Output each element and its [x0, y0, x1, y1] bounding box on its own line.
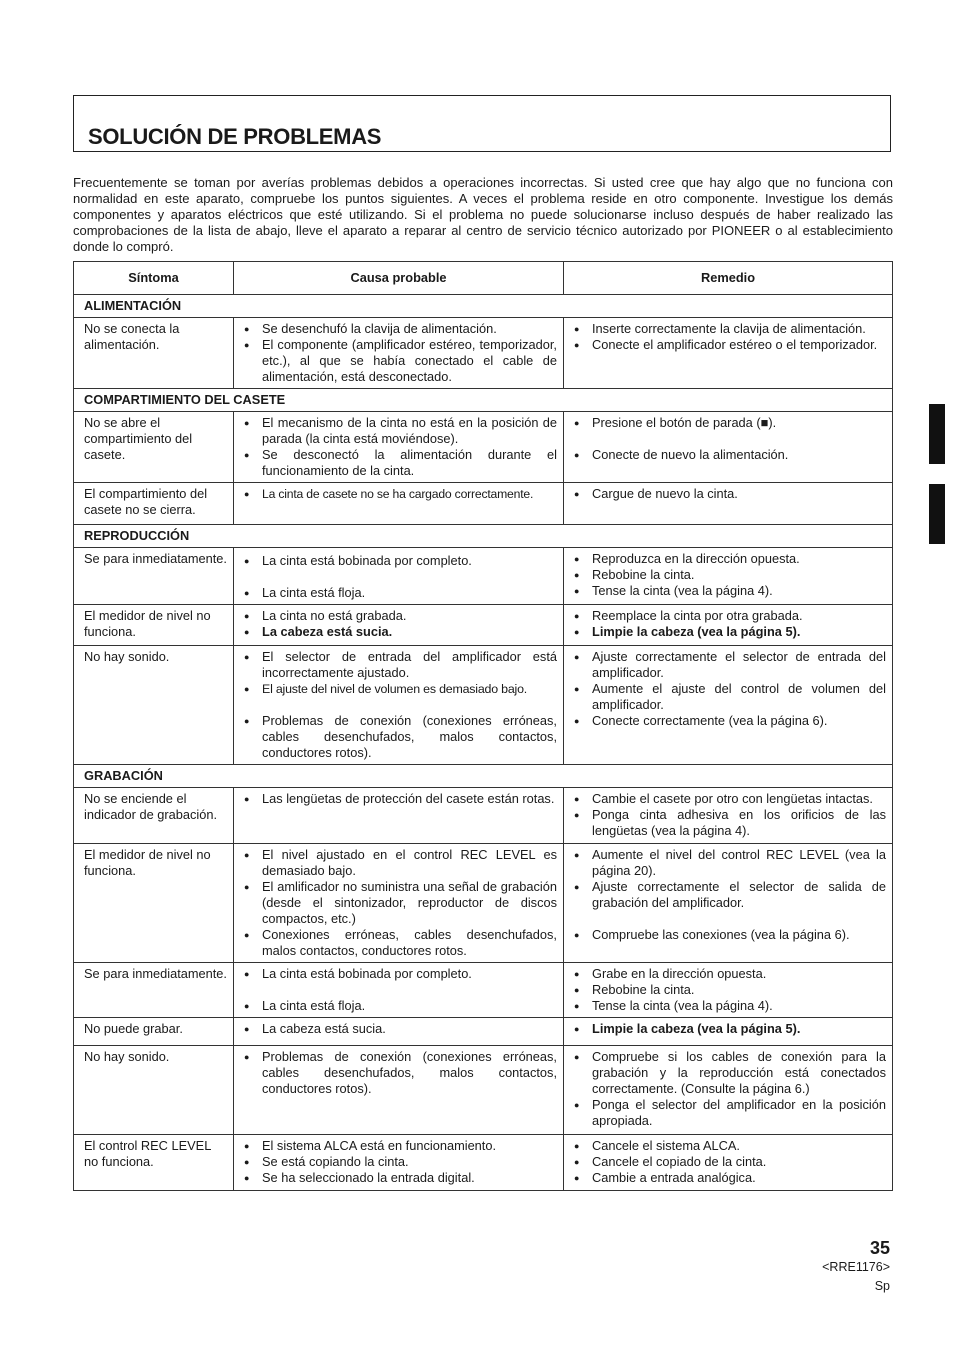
cause-item: ● La cinta está bobinada por completo.: [244, 966, 557, 982]
page-title: SOLUCIÓN DE PROBLEMAS: [88, 124, 382, 149]
remedy-cell: [564, 412, 893, 483]
remedy-item: ● Reproduzca en la dirección opuesta.: [574, 551, 886, 567]
cause-cell: [234, 483, 564, 525]
cause-item: ● La cinta está bobinada por completo.: [244, 553, 557, 569]
header-remedy: Remedio: [564, 262, 893, 295]
remedy-cell: [564, 963, 893, 1018]
remedy-item: ● Compruebe las conexiones (vea la página 6).: [574, 927, 886, 943]
remedy-item: ● Ponga cinta adhesiva en los orificios de las lengüetas (vea la página 4).: [574, 807, 886, 839]
cause-item: ● La cabeza está sucia.: [244, 1021, 557, 1037]
troubleshooting-table: [73, 261, 893, 1191]
symptom-cell: No puede grabar.: [74, 1018, 234, 1046]
remedy-item: ● Aumente el ajuste del control de volumen del amplificador.: [574, 681, 886, 713]
cause-item: ● El amlificador no suministra una señal de grabación (desde el sintonizador, reproductor de discos compactos, etc.): [244, 879, 557, 927]
symptom-cell: Se para inmediatamente.: [74, 548, 234, 605]
cause-item: ● El selector de entrada del amplificador está incorrectamente ajustado.: [244, 649, 557, 681]
cause-item: ● Se está copiando la cinta.: [244, 1154, 557, 1170]
table-row: [74, 605, 893, 646]
symptom-cell: El compartimiento del casete no se cierra.: [74, 483, 234, 525]
remedy-item: ● Presione el botón de parada (■).: [574, 415, 886, 431]
header-symptom: Síntoma: [74, 262, 234, 295]
cause-cell: [234, 318, 564, 389]
table-row: [74, 788, 893, 844]
table-row: [74, 646, 893, 765]
cause-item: ● El ajuste del nivel de volumen es demasiado bajo.: [244, 681, 557, 697]
section-row: [74, 295, 893, 318]
remedy-item: ● Grabe en la dirección opuesta.: [574, 966, 886, 982]
remedy-item: ● Rebobine la cinta.: [574, 567, 886, 583]
symptom-cell: El medidor de nivel no funciona.: [74, 605, 234, 646]
symptom-cell: No se enciende el indicador de grabación.: [74, 788, 234, 844]
table-row: [74, 963, 893, 1018]
remedy-item: ● Tense la cinta (vea la página 4).: [574, 998, 886, 1014]
table-row: [74, 548, 893, 605]
remedy-item: ● Tense la cinta (vea la página 4).: [574, 583, 886, 599]
remedy-cell: [564, 483, 893, 525]
cause-item: ● Se ha seleccionado la entrada digital.: [244, 1170, 557, 1186]
remedy-item: ● Rebobine la cinta.: [574, 982, 886, 998]
section-row: [74, 525, 893, 548]
remedy-cell: [564, 548, 893, 605]
remedy-item: ● Cambie a entrada analógica.: [574, 1170, 886, 1186]
remedy-item: ● Ajuste correctamente el selector de entrada del amplificador.: [574, 649, 886, 681]
symptom-cell: No se conecta la alimentación.: [74, 318, 234, 389]
cause-item: ● La cinta está floja.: [244, 585, 557, 601]
table-row: [74, 1046, 893, 1135]
remedy-item: ● Conecte el amplificador estéreo o el temporizador.: [574, 337, 886, 353]
cause-cell: [234, 1135, 564, 1191]
title-box: [73, 95, 891, 152]
cause-item: ● La cinta está floja.: [244, 998, 557, 1014]
cause-item: ● El mecanismo de la cinta no está en la posición de parada (la cinta está moviéndose).: [244, 415, 557, 447]
remedy-item: ● Reemplace la cinta por otra grabada.: [574, 608, 886, 624]
remedy-cell: [564, 844, 893, 963]
section-title: GRABACIÓN: [74, 765, 893, 788]
section-row: [74, 765, 893, 788]
header-cause: Causa probable: [234, 262, 564, 295]
table-row: [74, 318, 893, 389]
remedy-cell: [564, 788, 893, 844]
remedy-item: ● Cambie el casete por otro con lengüetas intactas.: [574, 791, 886, 807]
section-row: [74, 389, 893, 412]
section-title: COMPARTIMIENTO DEL CASETE: [74, 389, 893, 412]
cause-item: ● El sistema ALCA está en funcionamiento.: [244, 1138, 557, 1154]
cause-item: ● La cinta de casete no se ha cargado correctamente.: [244, 486, 557, 502]
cause-cell: [234, 844, 564, 963]
section-title: REPRODUCCIÓN: [74, 525, 893, 548]
symptom-cell: No se abre el compartimiento del casete.: [74, 412, 234, 483]
cause-item: ● Se desconectó la alimentación durante el funcionamiento de la cinta.: [244, 447, 557, 479]
cause-cell: [234, 646, 564, 765]
remedy-item: ● Conecte correctamente (vea la página 6).: [574, 713, 886, 729]
cause-cell: [234, 412, 564, 483]
remedy-cell: [564, 318, 893, 389]
cause-cell: [234, 1046, 564, 1135]
cause-item: ● Problemas de conexión (conexiones erróneas, cables desenchufados, malos contactos, conductores rotos).: [244, 1049, 557, 1097]
cause-cell: [234, 548, 564, 605]
symptom-cell: No hay sonido.: [74, 646, 234, 765]
symptom-cell: No hay sonido.: [74, 1046, 234, 1135]
table-row: [74, 412, 893, 483]
remedy-cell: [564, 1135, 893, 1191]
cause-cell: [234, 963, 564, 1018]
table-row: [74, 483, 893, 525]
remedy-cell: [564, 1046, 893, 1135]
cause-item: ● El nivel ajustado en el control REC LEVEL es demasiado bajo.: [244, 847, 557, 879]
cause-item: ● La cinta no está grabada.: [244, 608, 557, 624]
remedy-cell: [564, 646, 893, 765]
page-number: 35: [869, 1238, 890, 1258]
table-row: [74, 844, 893, 963]
remedy-item: ● Conecte de nuevo la alimentación.: [574, 447, 886, 463]
cause-item: ● Se desenchufó la clavija de alimentación.: [244, 321, 557, 337]
table-row: [74, 1018, 893, 1046]
document-code: <RRE1176>: [822, 1260, 890, 1274]
cause-item: ● La cabeza está sucia.: [244, 624, 557, 640]
symptom-cell: El medidor de nivel no funciona.: [74, 844, 234, 963]
section-title: ALIMENTACIÓN: [74, 295, 893, 318]
language-label: Sp: [874, 1279, 890, 1293]
symptom-cell: Se para inmediatamente.: [74, 963, 234, 1018]
remedy-item: ● Cancele el sistema ALCA.: [574, 1138, 886, 1154]
remedy-item: ● Limpie la cabeza (vea la página 5).: [574, 624, 886, 640]
symptom-cell: El control REC LEVEL no funciona.: [74, 1135, 234, 1191]
remedy-item: ● Aumente el nivel del control REC LEVEL (vea la página 20).: [574, 847, 886, 879]
cause-cell: [234, 605, 564, 646]
cause-item: ● Conexiones erróneas, cables desenchufados, malos contactos, conductores rotos.: [244, 927, 557, 959]
remedy-item: ● Cargue de nuevo la cinta.: [574, 486, 886, 502]
remedy-cell: [564, 1018, 893, 1046]
cause-item: ● El componente (amplificador estéreo, temporizador, etc.), al que se había conectado el cable de alimentación, está desconectado.: [244, 337, 557, 385]
remedy-item: ● Inserte correctamente la clavija de alimentación.: [574, 321, 886, 337]
intro-paragraph: Frecuentemente se toman por averías problemas debidos a operaciones incorrectas. Si usted cree que hay algo que no funciona con normalidad en este aparato, compruebe los puntos siguientes. A veces el problema reside en otro componente. Investigue los demás componentes y aparatos eléctricos que esté utilizando. Si el problema no puede solucionarse incluso después de haber realizado las comprobaciones de la lista de abajo, lleve el aparato a reparar al centro de servicio técnico autorizado por PIONEER o al establecimiento donde lo compró.: [73, 175, 893, 254]
section-tab-mark-lower: [929, 484, 945, 544]
remedy-cell: [564, 605, 893, 646]
section-tab-mark-upper: [929, 404, 945, 464]
remedy-item: ● Cancele el copiado de la cinta.: [574, 1154, 886, 1170]
cause-item: ● Las lengüetas de protección del casete están rotas.: [244, 791, 557, 807]
cause-item: ● Problemas de conexión (conexiones erróneas, cables desenchufados, malos contactos, conductores rotos).: [244, 713, 557, 761]
table-row: [74, 1135, 893, 1191]
cause-cell: [234, 788, 564, 844]
remedy-item: ● Ponga el selector del amplificador en la posición apropiada.: [574, 1097, 886, 1129]
cause-cell: [234, 1018, 564, 1046]
remedy-item: ● Limpie la cabeza (vea la página 5).: [574, 1021, 886, 1037]
table-header-row: [74, 262, 893, 295]
remedy-item: ● Compruebe si los cables de conexión para la grabación y la reproducción está conectados correctamente. (Consulte la página 6.): [574, 1049, 886, 1097]
remedy-item: ● Ajuste correctamente el selector de salida de grabación del amplificador.: [574, 879, 886, 911]
